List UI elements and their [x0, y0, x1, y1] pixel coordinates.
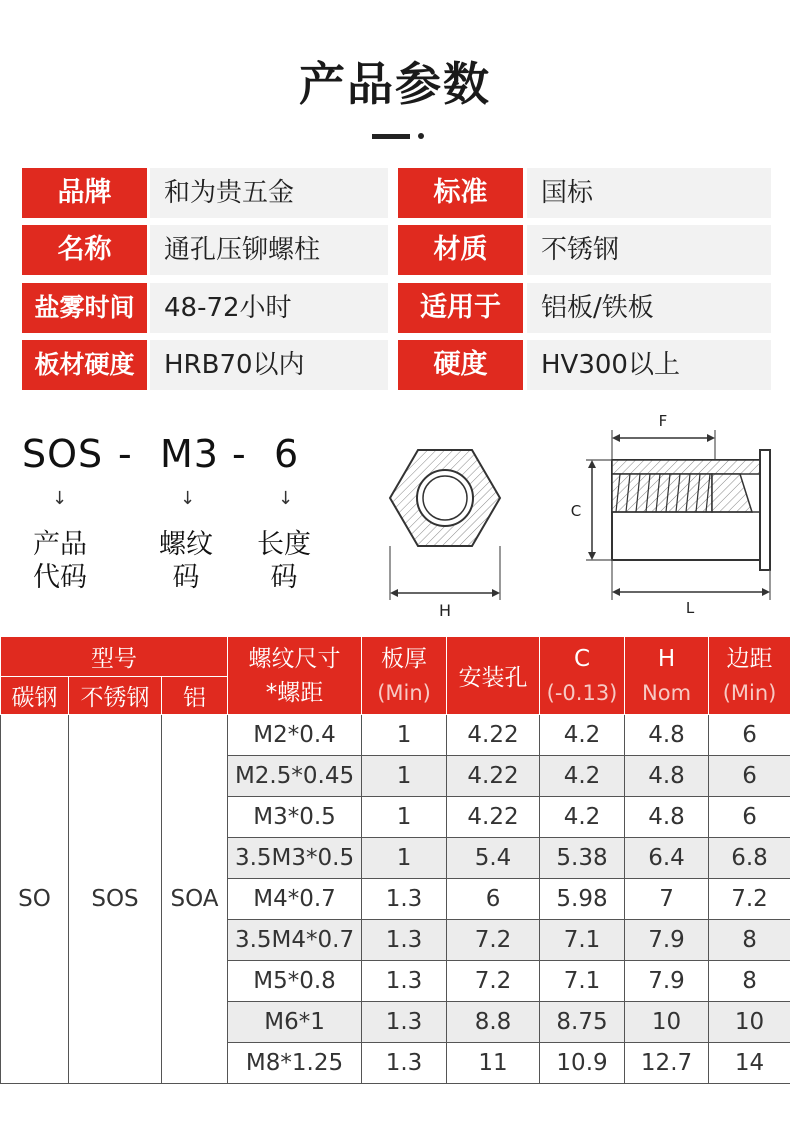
header-edge-sub: (Min) [722, 680, 777, 705]
table-row [1, 715, 790, 756]
header-model: 型号 [1, 637, 228, 677]
cell-hole: 7.2 [447, 961, 540, 1002]
cell-h: 4.8 [625, 756, 709, 797]
cell-c: 4.2 [540, 756, 625, 797]
spec-label: 硬度 [398, 340, 523, 390]
cell-h: 7.9 [625, 961, 709, 1002]
cell-thread: M4*0.7 [228, 879, 362, 920]
code-part-length: 6 [274, 432, 300, 476]
caption-line: 长度 [257, 529, 311, 560]
cell-thickness: 1.3 [362, 920, 447, 961]
cell-hole: 4.22 [447, 756, 540, 797]
page-title: 产品参数 [299, 57, 491, 111]
spec-value: 不锈钢 [527, 225, 771, 275]
spec-value: 通孔压铆螺柱 [150, 225, 388, 275]
header-thread-line2: *螺距 [265, 679, 324, 706]
cell-hole: 11 [447, 1043, 540, 1084]
header-aluminum: 铝 [162, 677, 228, 715]
header-h-sub: Nom [642, 680, 692, 705]
header-c-sub: (-0.13) [546, 680, 618, 705]
cell-c: 7.1 [540, 920, 625, 961]
spec-value: 48-72小时 [150, 283, 388, 333]
cell-h: 4.8 [625, 715, 709, 756]
cell-edge: 6 [709, 715, 790, 756]
header-stainless-steel: 不锈钢 [69, 677, 162, 715]
spec-label: 适用于 [398, 283, 523, 333]
header-thread-line1: 螺纹尺寸 [248, 645, 341, 672]
cell-thread: M5*0.8 [228, 961, 362, 1002]
cell-edge: 8 [709, 961, 790, 1002]
caption-length-code [252, 528, 316, 594]
code-part-thread: M3 [160, 432, 219, 476]
cell-hole: 5.4 [447, 838, 540, 879]
cell-thread: M2*0.4 [228, 715, 362, 756]
header-thickness-label: 板厚 [381, 645, 428, 672]
cell-h: 7 [625, 879, 709, 920]
cell-thickness: 1.3 [362, 961, 447, 1002]
title-dot [418, 133, 424, 139]
cell-hole: 8.8 [447, 1002, 540, 1043]
caption-line: 码 [270, 562, 298, 593]
cell-edge: 6 [709, 797, 790, 838]
header-c-label: C [574, 645, 591, 672]
caption-product-code [28, 528, 92, 594]
cell-c: 10.9 [540, 1043, 625, 1084]
header-thickness [362, 637, 447, 715]
cell-c: 5.38 [540, 838, 625, 879]
cell-hole: 4.22 [447, 715, 540, 756]
code-part-product: SOS [22, 432, 104, 476]
cell-h: 12.7 [625, 1043, 709, 1084]
f-dimension-label: F [658, 412, 668, 430]
header-c [540, 637, 625, 715]
cell-hole: 7.2 [447, 920, 540, 961]
spec-label: 盐雾时间 [22, 283, 147, 333]
header-thread [228, 637, 362, 715]
cell-thickness: 1.3 [362, 879, 447, 920]
spec-value: 铝板/铁板 [527, 283, 771, 333]
cell-c: 4.2 [540, 715, 625, 756]
down-arrow-icon: ↓ [52, 488, 68, 509]
spec-label: 名称 [22, 225, 147, 275]
spec-label: 品牌 [22, 168, 147, 218]
cell-c: 7.1 [540, 961, 625, 1002]
l-dimension-label: L [685, 599, 695, 617]
cell-hole: 4.22 [447, 797, 540, 838]
caption-line: 代码 [33, 562, 87, 593]
header-h [625, 637, 709, 715]
spec-table [0, 636, 790, 1084]
cell-edge: 6 [709, 756, 790, 797]
caption-line: 码 [172, 562, 200, 593]
side-view-diagram [560, 408, 780, 623]
cell-thread: M8*1.25 [228, 1043, 362, 1084]
caption-thread-code [154, 528, 218, 594]
title-underline [372, 134, 410, 139]
down-arrow-icon: ↓ [180, 488, 196, 509]
header-edge-label: 边距 [726, 645, 773, 672]
spec-value: 和为贵五金 [150, 168, 388, 218]
spec-value: HV300以上 [527, 340, 771, 390]
header-edge [709, 637, 790, 715]
spec-label: 材质 [398, 225, 523, 275]
cell-thickness: 1 [362, 838, 447, 879]
down-arrow-icon: ↓ [278, 488, 294, 509]
stud-flange [760, 450, 770, 570]
c-dimension-label: C [570, 502, 582, 520]
model-stainless: SOS [69, 715, 162, 1084]
spec-label: 标准 [398, 168, 523, 218]
cell-h: 6.4 [625, 838, 709, 879]
hex-top-view-diagram [380, 438, 510, 623]
model-carbon: SO [1, 715, 69, 1084]
cell-h: 4.8 [625, 797, 709, 838]
cell-thread: 3.5M3*0.5 [228, 838, 362, 879]
cell-thread: M2.5*0.45 [228, 756, 362, 797]
cell-thread: M6*1 [228, 1002, 362, 1043]
cell-thickness: 1 [362, 715, 447, 756]
spec-value: 国标 [527, 168, 771, 218]
cell-c: 4.2 [540, 797, 625, 838]
cell-h: 7.9 [625, 920, 709, 961]
header-thickness-sub: (Min) [377, 680, 431, 705]
cell-thickness: 1.3 [362, 1043, 447, 1084]
cell-thickness: 1 [362, 756, 447, 797]
cell-hole: 6 [447, 879, 540, 920]
cell-edge: 6.8 [709, 838, 790, 879]
hex-bore-inner [423, 476, 467, 520]
cell-edge: 10 [709, 1002, 790, 1043]
caption-line: 产品 [33, 529, 87, 560]
header-h-label: H [657, 645, 676, 672]
header-hole: 安装孔 [447, 637, 540, 715]
model-aluminum: SOA [162, 715, 228, 1084]
header-carbon-steel: 碳钢 [1, 677, 69, 715]
cell-edge: 8 [709, 920, 790, 961]
cell-c: 8.75 [540, 1002, 625, 1043]
spec-label: 板材硬度 [22, 340, 147, 390]
code-separator: - [232, 432, 247, 476]
hex-dimension-label: H [438, 601, 452, 620]
cell-thread: 3.5M4*0.7 [228, 920, 362, 961]
cell-c: 5.98 [540, 879, 625, 920]
cell-edge: 14 [709, 1043, 790, 1084]
cell-thread: M3*0.5 [228, 797, 362, 838]
cell-thickness: 1.3 [362, 1002, 447, 1043]
cell-edge: 7.2 [709, 879, 790, 920]
caption-line: 螺纹 [159, 529, 213, 560]
spec-value: HRB70以内 [150, 340, 388, 390]
cell-h: 10 [625, 1002, 709, 1043]
code-separator: - [118, 432, 133, 476]
cell-thickness: 1 [362, 797, 447, 838]
